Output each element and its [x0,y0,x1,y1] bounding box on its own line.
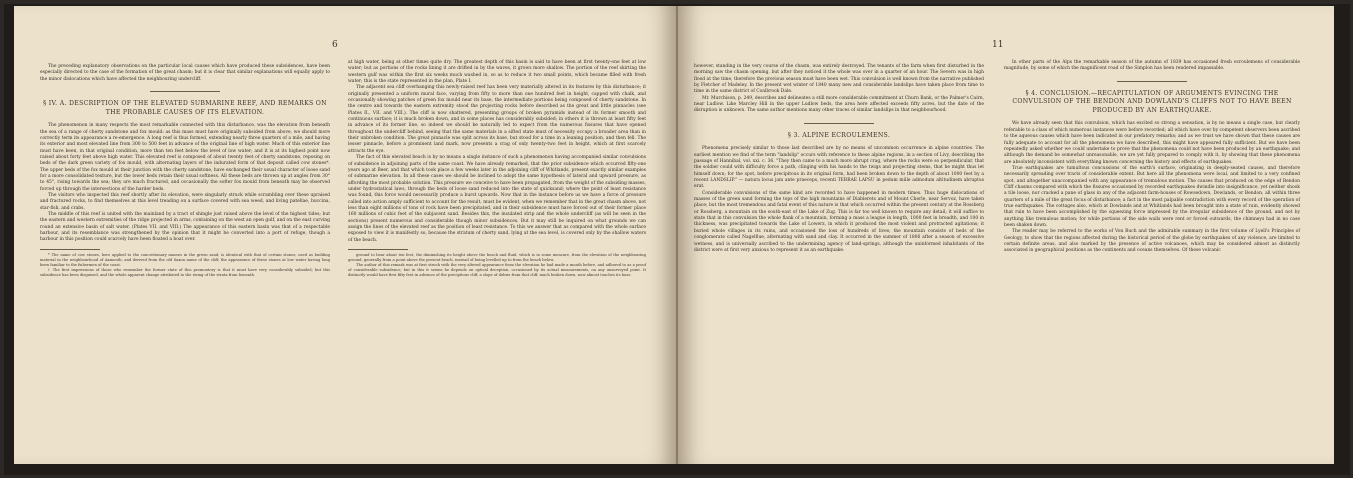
footnote: * The name of cow stones, here applied to the concretionary masses in the green sand, is identical with that of certain stones, used as building material in the neighbourhood of Axmouth, and derived from the old Saxon name of the cliff; the appearance of these stones at low water having long been familiar to the fishermen of the coast. [40,252,330,267]
page-number: 6 [332,40,338,50]
body-paragraph: Mr. Murchison, p. 249, describes and delineates a still more considerable commitment at Churn Bank, or the Palmer's Cairn, near Ludlow. Like Marcley Hill in the upper Ludlow beds, the area here affected exceeds fifty acres, but the date of the disruption is unknown. The same author mentions many other traces of similar landslips in that neighbourhood. [694,95,984,114]
section-rule [804,123,874,124]
footnote: ground to bear about ten feet, the diminishing its height above the beach and fluid, which is in some measure, from the elevation of the neighbouring ground, generally from a point above the present beach, instead of being levelled up to from the beach below. [348,252,646,263]
section-heading: § 4. CONCLUSION.—RECAPITULATION OF ARGUMENTS EVINCING THE CONVULSION OF THE BENDON AND DOWLAND'S CLIFFS NOT TO HAVE BEEN PRODUCED BY AN EARTHQUAKE. [1012,89,1292,114]
body-paragraph: We have already seen that this convulsion, which has excited so strong a sensation, is by no means a single case, but clearly referable to a class of which numerous instances were before recorded; all which have over by competent observers been ascribed to the aqueous causes which have been indicated in our prefatory remarks; and as we trust we have shown that these causes are fully adequate to account for all the phenomena we have described, this might have appeared fully sufficient. But we have been repeatedly asked whether we could undertake to prove that the phenomena could not have been produced by an earthquake; and although the demand be somewhat unreasonable, we are yet fully prepared to comply with it, by showing that these phenomena are absolutely inconsistent with everything known concerning the history and effects of earthquakes. [1004,121,1300,165]
body-paragraph: The middle of this reef is united with the mainland by a tract of shingle just raised above the level of the highest tides; but the eastern and western extremities of the ridge projected in arms, containing on the west an open gulf, and on the east curving round an extensive basin of salt water. (Plates VII. and VIII.) The appearance of this eastern basin was that of a respectable harbour, and its resemblance was strengthened by the opinion that it might be converted into a port of refuge, though a harbour in this position could scarcely have been floated a boat over. [40,212,330,243]
section-rule [150,91,220,92]
body-paragraph: however, standing in the very course of the chasm, was entirely destroyed. The tenants of the farm when first disturbed in the morning saw the chasm opening, but after they noticed it the whole was over in a quarter of an hour. The Severn was in high flood at the time, therefore the previous season must have been wet. This convulsion is well known from the narrative published by Fletcher of Madeley. In the present wet winter of 1840 many new and considerable landslips have taken place from time to time in the same district of Coalbrook Dale. [694,64,984,95]
page-number: 11 [992,40,1004,50]
footnote: † The first impressions of those who remember the former state of this promontory is that it must have very considerably subsided; but this subsidence has been disguised, and the whole apparent change attributed to the rising of the strata from beneath. [40,268,330,278]
body-paragraph: True earthquakes are tumultous concussions of the earth's surface, originating in deeply-seated causes, and therefore necessarily spreading over tracts of considerable extent. But here all the phenomena were local, and limited to a very confined spot, and altogether unaccompanied with any appearance of tremulous motion. The causes that produced on the edge of Bendon Cliff chasms compared with which the fissures occasioned by recorded earthquakes dwindle into insignificance, yet neither shook a tile loose, nor cracked a pane of glass in any of the adjacent farm-houses of Rowsedown, Dowlands, or Bendon, all within three quarters of a mile of the great focus of disturbance; a fact in the most palpable contradiction with every record of the operation of true earthquakes. The cottages also, which at Dowlands and at Whitlands had been brought into a state of ruin, evidently showed that ruin to have been accomplished by the squeezing force impressed by the irregular subsidence of the ground, and not by anything like tremulous motion; for while portions of the side walls were rent or forced outwards, the chimneys had in no case been shaken down. [1004,165,1300,228]
body-paragraph: Considerable convulsions of the same kind are recorded to have happened in modern times. Thus huge dislocations of masses of the green sand forming the tops of the high mountains of Diablerets and of Mount Cherle, near Servoz, have taken place; but the most tremendous and fatal event of this nature is that which occurred within the present century at the Rossberg or Rossberg, a mountain on the south-east of the Lake of Zug. This is far too well known to require any detail; it will suffice to state that in this convulsion the whole flank of a mountain, forming a mass a league in length, 1000 feet in breadth, and 100 in thickness, was precipitated towards the Lake of Lowerz, in which it produced the most violent and protracted agitations; it buried whole villages in its ruins, and occasioned the loss of hundreds of lives; the mountain consists of beds of the conglomerate called Nagelflue, alternating with sand and clay. It occurred in the summer of 1806 after a season of excessive wetness, and is universally ascribed to the undermining agency of land-springs, although the uninformed inhabitants of the district were at first very anxious to represent it as an earthquake. [694,190,984,253]
body-paragraph: In other parts of the Alps the remarkable season of the autumn of 1839 has occasioned fresh ecroulemens of considerable magnitude, by some of which the magnificent road of the Simplon has been rendered impassable. [1004,60,1300,72]
right-page [678,6,1334,464]
footnote-rule [348,249,408,250]
section-rule [1117,81,1187,82]
left-column-1 [40,64,330,278]
body-paragraph: The phenomenon in many respects the most remarkable connected with this disturbance, was the elevation from beneath the sea of a range of cherty sandstone and fox mould: as this mass must have originally subsided from above, we should more correctly term its appearance a re-emergence. A long reef is thus formed, extending nearly three quarters of a mile, and having its exterior and most elevated line from 300 to 500 feet in advance of the original line of high water. Much of this exterior line must have been, in that original condition, more than ten feet below the level of low water; and it is at its highest point now raised about forty feet above high water. This elevated reef is composed of about twenty feet of cherty sandstone, reposing on beds of the dark green variety of fox mould, with alternating layers of the indurated form of that deposit called cow stones*. The upper beds of the fox mould at their junction with the cherty sandstone, have exchanged their usual character of loose sand for a more consolidated texture, but the lower beds retain their usual softness. All these beds are thrown up at angles from 30° to 45°, rising towards the sea; they are much fractured, and occasionally the softer fox mould from beneath may be observed forced up through the intersections of the harder beds. [40,123,330,192]
body-paragraph: at high water, being at other times quite dry. The greatest depth of this basin is said to have been at first twenty-one feet at low water; but as portions of the rocks lining it are drifted in by the waves, it grows more shallow. The portion of the reef skirting the western gulf was within the first six weeks much washed in, so as to reduce it two small points, which became filled with fresh water; this is the state represented in the plan, Plate I. [348,60,646,85]
right-column-2 [1004,60,1300,255]
body-paragraph: The reader may be referred to the works of Von Buch and the admirable summary in the first volume of Lyell's Principles of Geology, to show that the regions affected during the historical period of the globe by earthquakes of any violence, are limited to certain definite areas, and also marked by the presence of active volcanoes, which may be considered almost as distinctly associated in geographical positions as the continents and oceans themselves. Of these volcanic [1004,229,1300,254]
body-paragraph: Phenomena precisely similar to those last described are by no means of uncommon occurrence in alpine countries. The earliest mention we find of the term "landslip" occurs with reference to these alpine regions, in a section of Livy, describing the passage of Hannibal, vol. xxi. c. 36. "They then came to a much more abrupt crag, where the rocks were so perpendicular, that the soldier could with difficulty force a path, clinging with his hands to the twigs and projecting stems, that he might thus let himself down; for the spot, before precipitous in its original form, had been broken down to the depth of about 1000 feet by a recent LANDSLIP." — natura locus jam ante praeceps, recenti TERRAE LAPSU in pedum mille admodum altitudinem abruptus erat. [694,146,984,190]
left-column-2 [348,60,646,278]
body-paragraph: The adjacent sea cliff overhanging this newly-raised reef has been very materially altered in its features by this disturbance; it originally presented a uniform mural face, varying from fifty to more than one hundred feet in height, capped with chalk, and occasionally showing patches of green fox mould near its base, the intermediate portions being composed of cherty sandstone. In the centre and towards the eastern extremity stood the projecting rocks before described as the great and little pinnacles (see Plates II., VII. and VIII.). The cliff is now shattered, presenting groups of broken pyramids instead of its former smooth and continuous surface; it is much broken down, and in some places has considerably subsided; in others it is thrown at least fifty feet in advance of its former line, so indeed we should be naturally led to expect from the numerous fissures that have opened throughout the undercliff behind, seeing that the same materials in a sifted state must of necessity occupy a broader area than in their unbroken condition. The great pinnacle was split across its base, but stood for a time in a leaning position, and then fell. The lesser pinnacle, before a prominent land mark, now presents a crag of only twenty-two feet in height, which at first scarcely attracts the eye. [348,85,646,154]
intro-paragraph: The preceding explanatory observations on the particular local causes which have produced these subsidences, have been especially directed to the case of the formation of the great chasm; but it is clear that similar explanations will equally apply to the minor dislocations which have affected the neighbouring undercliff. [40,64,330,82]
section-heading: § IV. A. DESCRIPTION OF THE ELEVATED SUBMARINE REEF, AND REMARKS ON THE PROBABLE CAUSES OF ITS ELEVATION. [43,100,327,116]
section-heading: § 3. ALPINE ECROULEMENS. [787,131,891,139]
footnote: The author of this remark was at first struck with the very altered appearance from the elevation he had made a month before, and adhered to as a proof of considerable subsidence; but in this it seems he depends on optical deception, occasioned by its actual measurements, on any unsurveyed point. It distinctly would have first fifty feet in advance of the precipitous cliff, a slope of debris from that cliff, much broken down, now almost touches its base. [348,263,646,278]
right-column-1 [694,64,984,254]
left-page [14,6,676,464]
footnote-rule [40,249,100,250]
body-paragraph: The visitors who inspected this reef shortly after its elevation, were singularly struck while scrambling over these upraised and fractured rocks, to find themselves at this level treading on a surface covered with sea weed, and living patellae, buccina, star-fish, and crabs. [40,193,330,211]
body-paragraph: The fact of this elevated beach is by no means a single instance of such a phenomenon having accompanied similar convulsions of subsidence in adjoining parts of the same coast. We have already remarked, that the prior subsidence which occurred fifty-one years ago at Beer, and that which took place a few weeks later in the adjoining cliff of Whitlands, present exactly similar examples of submarine elevation. In all these cases we should be inclined to adopt the same hypothesis of lateral and upward pressure, as affording the most probable solution. This pressure we conceive to have been propagated, from the weight of the subsiding masses, under hydrostatical laws, through the beds of loose sand reduced into the state of quicksand; where the point of least resistance was found, this force would necessarily produce a burst upwards. Now that in the instance before us we have a force of pressure called into action amply sufficient to account for the result, must be evident, when we remember that in the great chasm above, not less than eight millions of tons of rock have been precipitated, and in their subsidence must have forced out of their former place 160 millions of cubic feet of the subjacent sand. Besides this, the insulated strip and the whole undercliff (as will be seen in the sections) present numerous and considerable though minor subsidences. But it may still be inquired on what grounds we can assign the lines of the elevated reef as the position of least resistance. To this we answer that as compared with the whole surface exposed to view it is manifestly so, because the stratum of cherty sand, lying at the sea level, is covered only by the shallow waters of the beach. [348,155,646,243]
